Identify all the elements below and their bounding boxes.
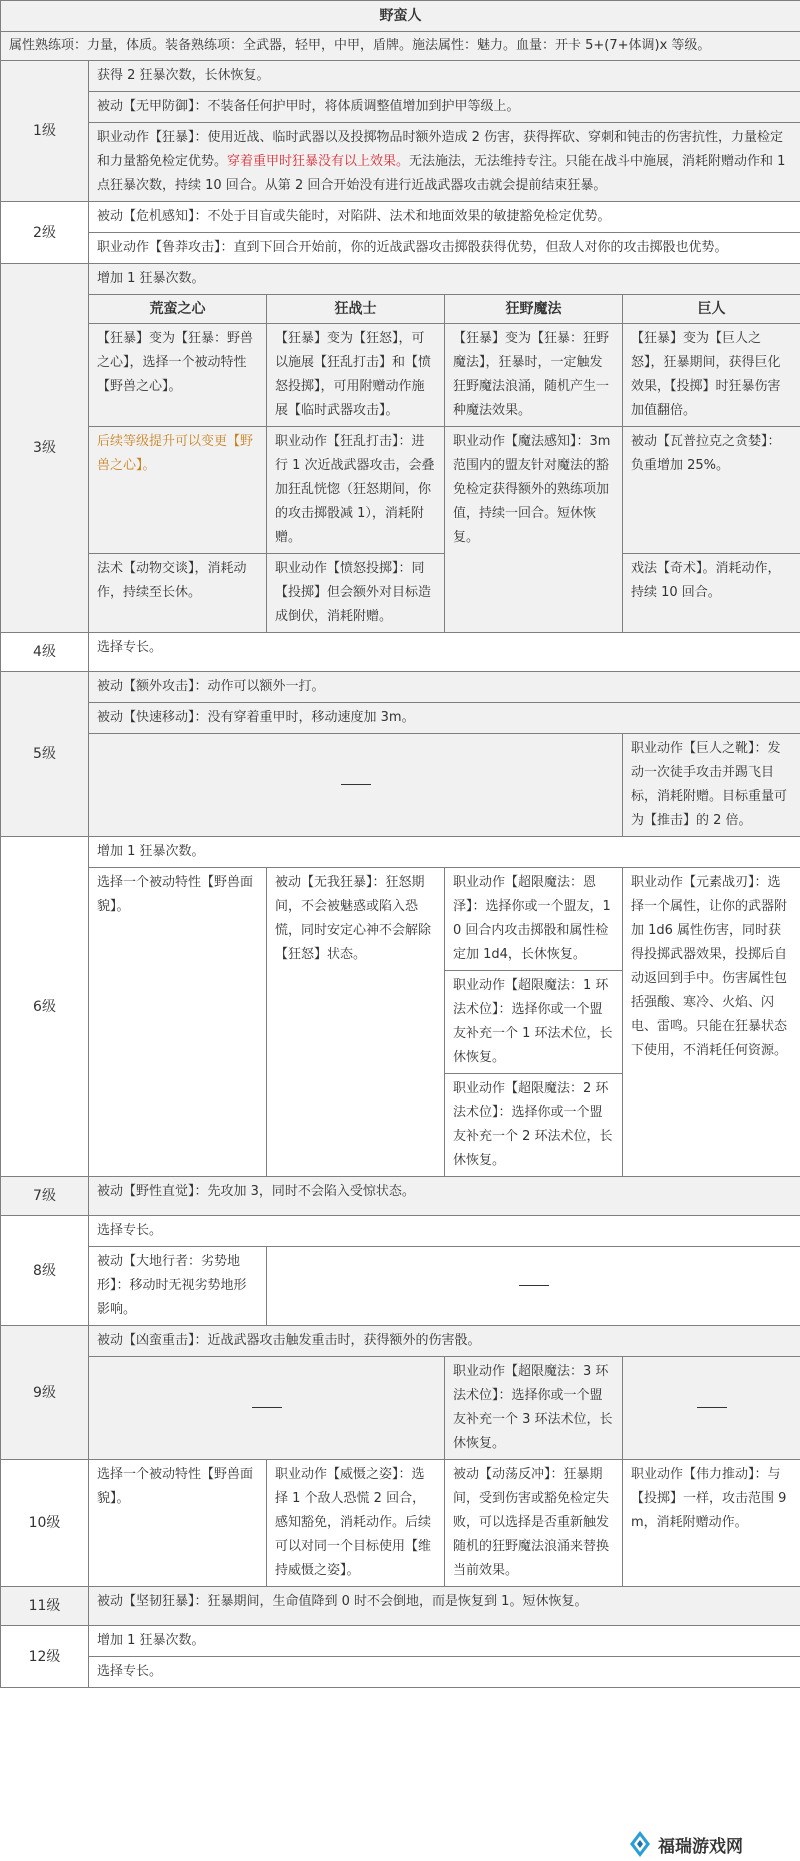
- feature-cell: [89, 123, 800, 202]
- subclass-feature: 职业动作【魔法感知】：3m 范围内的盟友针对魔法的豁免检定获得额外的熟练项加值，持续一回合。短休恢复。: [445, 427, 623, 633]
- empty-cell: [89, 734, 623, 837]
- empty-cell: [89, 1357, 445, 1460]
- level-label: 3级: [1, 264, 89, 633]
- subclass-feature: 【狂暴】变为【巨人之怒】，狂暴期间，获得巨化效果，【投掷】时狂暴伤害加值翻倍。: [623, 324, 800, 427]
- feature-cell: 被动【无甲防御】：不装备任何护甲时，将体质调整值增加到护甲等级上。: [89, 92, 800, 123]
- subclass-feature: 被动【大地行者：劣势地形】：移动时无视劣势地形影响。: [89, 1247, 267, 1326]
- feature-cell: 增加 1 狂暴次数。: [89, 837, 800, 868]
- subclass-feature: 选择一个被动特性【野兽面貌】。: [89, 868, 267, 1177]
- level-label: 8级: [1, 1216, 89, 1326]
- level-label: 1级: [1, 61, 89, 202]
- rage-text: 职业动作【狂暴】：使用近战、临时武器以及投掷物品时额外造成 2 伤害，获得挥砍、穿刺和钝击的伤害抗性，力量检定和力量豁免检定优势。: [97, 130, 784, 169]
- feature-cell: 选择专长。: [89, 633, 800, 672]
- feature-cell: 被动【坚韧狂暴】：狂暴期间，生命值降到 0 时不会倒地，而是恢复到 1。短休恢复。: [89, 1587, 800, 1626]
- subclass-header: 荒蛮之心: [89, 295, 267, 324]
- feature-cell: 被动【凶蛮重击】：近战武器攻击触发重击时，获得额外的伤害骰。: [89, 1326, 800, 1357]
- dash-mark: [341, 784, 371, 785]
- heavy-armor-warning: 穿着重甲时狂暴没有以上效果。: [227, 154, 410, 169]
- feature-cell: 被动【快速移动】：没有穿着重甲时，移动速度加 3m。: [89, 703, 800, 734]
- subclass-feature: 职业动作【超限魔法：1 环法术位】：选择你或一个盟友补充一个 1 环法术位，长休恢复。: [445, 971, 623, 1074]
- subclass-feature: 被动【无我狂暴】：狂怒期间，不会被魅惑或陷入恐慌，同时安定心神不会解除【狂怒】状态。: [267, 868, 445, 1177]
- subclass-feature: 职业动作【愤怒投掷】：同【投掷】但会额外对目标造成倒伏，消耗附赠。: [267, 554, 445, 633]
- empty-cell: [267, 1247, 800, 1326]
- rage-text-cont: 无法施法，无法维持专注。只能在战斗中施展，消耗附赠动作和 1 点狂暴次数，持续 10 回合。从第 2 回合开始没有进行近战武器攻击就会提前结束狂暴。: [97, 154, 786, 193]
- dash-mark: [519, 1285, 549, 1286]
- subclass-feature: 【狂暴】变为【狂暴：野兽之心】，选择一个被动特性【野兽之心】。: [89, 324, 267, 427]
- subclass-feature: 法术【动物交谈】，消耗动作，持续至长休。: [89, 554, 267, 633]
- dash-mark: [252, 1407, 282, 1408]
- subclass-feature: 被动【动荡反冲】：狂暴期间，受到伤害或豁免检定失败，可以选择是否重新触发随机的狂野魔法浪涌来替换当前效果。: [445, 1460, 623, 1587]
- subclass-feature: 职业动作【巨人之靴】：发动一次徒手攻击并踢飞目标，消耗附赠。目标重量可为【推击】的 2 倍。: [623, 734, 800, 837]
- feature-cell: 被动【野性直觉】：先攻加 3，同时不会陷入受惊状态。: [89, 1177, 800, 1216]
- feature-cell: 被动【危机感知】：不处于目盲或失能时，对陷阱、法术和地面效果的敏捷豁免检定优势。: [89, 202, 800, 233]
- subclass-feature: 职业动作【狂乱打击】：进行 1 次近战武器攻击，会叠加狂乱恍惚（狂怒期间，你的攻击掷骰减 1），消耗附赠。: [267, 427, 445, 554]
- subclass-feature: 【狂暴】变为【狂暴：狂野魔法】，狂暴时，一定触发狂野魔法浪涌，随机产生一种魔法效果。: [445, 324, 623, 427]
- class-attributes: 属性熟练项：力量，体质。装备熟练项：全武器，轻甲，中甲，盾牌。施法属性：魅力。血量：开卡 5+(7+体调)x 等级。: [1, 32, 800, 61]
- subclass-feature: 职业动作【超限魔法：恩泽】：选择你或一个盟友，10 回合内攻击掷骰和属性检定加 1d4，长休恢复。: [445, 868, 623, 971]
- level-label: 12级: [1, 1626, 89, 1688]
- feature-cell: 选择专长。: [89, 1657, 800, 1688]
- subclass-note: 后续等级提升可以变更【野兽之心】。: [89, 427, 267, 554]
- subclass-feature: 职业动作【超限魔法：3 环法术位】：选择你或一个盟友补充一个 3 环法术位，长休恢复。: [445, 1357, 623, 1460]
- subclass-feature: 职业动作【威慑之姿】：选择 1 个敌人恐慌 2 回合，感知豁免，消耗动作。后续可以对同一个目标使用【维持威慑之姿】。: [267, 1460, 445, 1587]
- feature-cell: 增加 1 狂暴次数。: [89, 264, 800, 295]
- subclass-feature: 职业动作【超限魔法：2 环法术位】：选择你或一个盟友补充一个 2 环法术位，长休恢复。: [445, 1074, 623, 1177]
- level-label: 11级: [1, 1587, 89, 1626]
- level-label: 4级: [1, 633, 89, 672]
- level-label: 2级: [1, 202, 89, 264]
- feature-cell: 被动【额外攻击】：动作可以额外一打。: [89, 672, 800, 703]
- subclass-header: 巨人: [623, 295, 800, 324]
- feature-cell: 选择专长。: [89, 1216, 800, 1247]
- level-label: 7级: [1, 1177, 89, 1216]
- subclass-feature: 选择一个被动特性【野兽面貌】。: [89, 1460, 267, 1587]
- class-title: 野蛮人: [1, 1, 800, 32]
- subclass-feature: 职业动作【伟力推动】：与【投掷】一样，攻击范围 9m，消耗附赠动作。: [623, 1460, 800, 1587]
- subclass-feature: 被动【瓦普拉克之贪婪】：负重增加 25%。: [623, 427, 800, 554]
- feature-cell: 获得 2 狂暴次数，长休恢复。: [89, 61, 800, 92]
- level-label: 6级: [1, 837, 89, 1177]
- feature-cell: 增加 1 狂暴次数。: [89, 1626, 800, 1657]
- feature-cell: 职业动作【鲁莽攻击】：直到下回合开始前，你的近战武器攻击掷骰获得优势，但敌人对你的攻击掷骰也优势。: [89, 233, 800, 264]
- subclass-header: 狂战士: [267, 295, 445, 324]
- subclass-feature: 戏法【奇术】。消耗动作，持续 10 回合。: [623, 554, 800, 633]
- level-label: 5级: [1, 672, 89, 837]
- site-logo-icon: [628, 1830, 652, 1858]
- level-label: 9级: [1, 1326, 89, 1460]
- subclass-feature: 【狂暴】变为【狂怒】，可以施展【狂乱打击】和【愤怒投掷】，可用附赠动作施展【临时武器攻击】。: [267, 324, 445, 427]
- empty-cell: [623, 1357, 800, 1460]
- dash-mark: [697, 1407, 727, 1408]
- subclass-feature: 职业动作【元素战刃】：选择一个属性，让你的武器附加 1d6 属性伤害，同时获得投掷武器效果，投掷后自动返回到手中。伤害属性包括强酸、寒冷、火焰、闪电、雷鸣。只能在狂暴状态下使用，不消耗任何资源。: [623, 868, 800, 1177]
- subclass-header: 狂野魔法: [445, 295, 623, 324]
- site-watermark: [628, 1830, 796, 1858]
- level-label: 10级: [1, 1460, 89, 1587]
- site-name: 福瑞游戏网: [658, 1837, 743, 1857]
